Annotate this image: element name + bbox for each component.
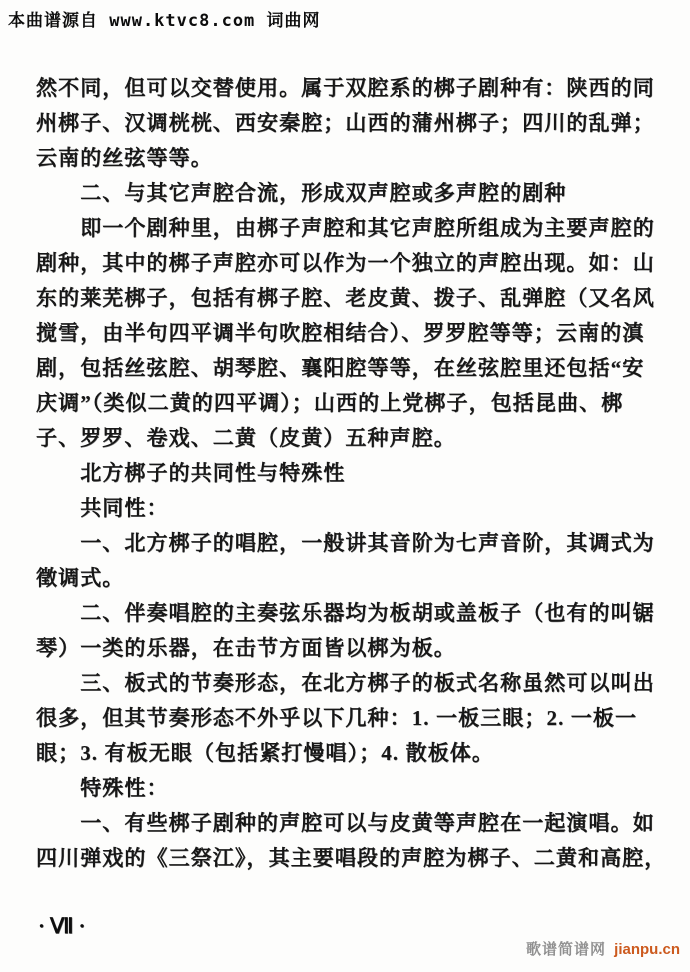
text-line: 庆调”（类似二黄的四平调）；山西的上党梆子，包括昆曲、梆 [36,391,624,415]
footer-site-url: jianpu.cn [614,941,680,958]
text-line: 州梆子、汉调桄桄、西安秦腔；山西的蒲州梆子；四川的乱弹； [36,111,655,135]
text-line: 共同性： [36,496,169,520]
text-line: 二、与其它声腔合流，形成双声腔或多声腔的剧种 [36,181,567,205]
text-line: 琴）一类的乐器，在击节方面皆以梆为板。 [36,636,456,660]
text-line: 很多，但其节奏形态不外乎以下几种：1. 一板三眼；2. 一板一 [36,706,638,730]
text-line: 搅雪，由半句四平调半句吹腔相结合）、罗罗腔等等；云南的滇 [36,321,645,345]
text-line: 徵调式。 [36,566,125,590]
source-watermark: 本曲谱源自 www.ktvc8.com 词曲网 [8,11,321,31]
text-line: 然不同，但可以交替使用。属于双腔系的梆子剧种有：陕西的同 [36,76,655,100]
text-line: 一、北方梆子的唱腔，一般讲其音阶为七声音阶，其调式为 [36,531,655,555]
text-line: 三、板式的节奏形态，在北方梆子的板式名称虽然可以叫出 [36,671,655,695]
text-line: 云南的丝弦等等。 [36,146,213,170]
document-body [36,71,667,876]
text-line: 眼；3. 有板无眼（包括紧打慢唱）；4. 散板体。 [36,741,494,765]
text-line: 剧，包括丝弦腔、胡琴腔、襄阳腔等等，在丝弦腔里还包括“安 [36,356,645,380]
text-line: 特殊性： [36,776,169,800]
text-line: 北方梆子的共同性与特殊性 [36,461,346,485]
text-line: 四川弹戏的《三祭江》，其主要唱段的声腔为梆子、二黄和高腔， [36,846,667,870]
text-line: 剧种，其中的梆子声腔亦可以作为一个独立的声腔出现。如：山 [36,251,655,275]
text-line: 即一个剧种里，由梆子声腔和其它声腔所组成为主要声腔的 [36,216,655,240]
text-line: 二、伴奏唱腔的主奏弦乐器均为板胡或盖板子（也有的叫锯 [36,601,655,625]
text-line: 东的莱芜梆子，包括有梆子腔、老皮黄、拨子、乱弹腔（又名风 [36,286,655,310]
footer-watermark [526,938,680,959]
page-number: ·Ⅶ· [38,914,91,938]
text-line: 子、罗罗、卷戏、二黄（皮黄）五种声腔。 [36,426,456,450]
text-line: 一、有些梆子剧种的声腔可以与皮黄等声腔在一起演唱。如 [36,811,655,835]
footer-site-name: 歌谱简谱网 [525,941,606,958]
